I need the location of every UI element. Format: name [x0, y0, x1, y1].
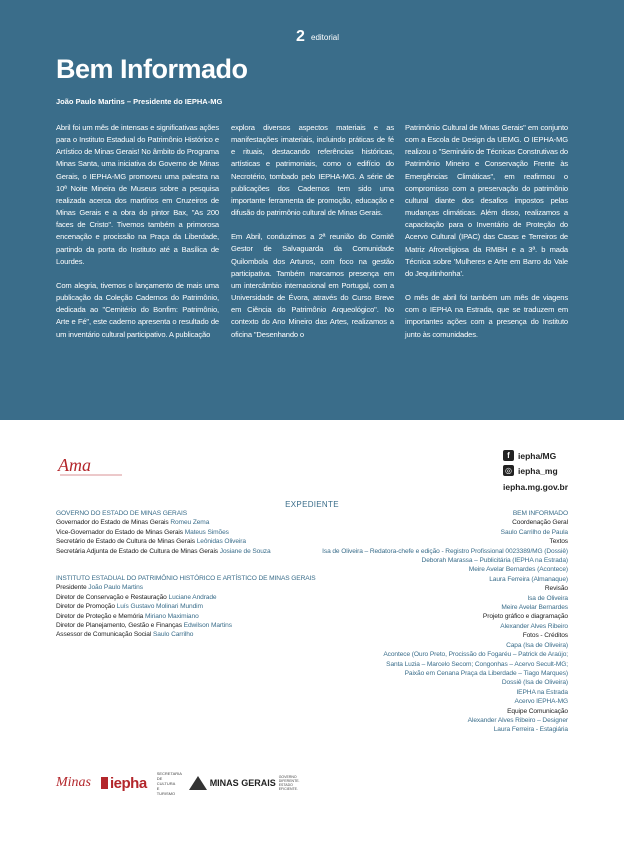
bem-informado-heading: BEM INFORMADO: [512, 510, 568, 517]
secretaria-logo: SECRETARIA DE CULTURA E TURISMO: [156, 770, 182, 796]
iepha-logo: iepha: [101, 775, 147, 792]
minas-gerais-logo: [189, 775, 305, 791]
credit-role: Secretário de Estado de Cultura de Minas Gerais: [56, 538, 195, 546]
paragraph: Em Abril, conduzimos a 2ª reunião do Comitê Gestor de Salvaguarda da Comunidade Quilombola dos Arturos, com foco na gestão participativa. Também marcamos presença em um intercâmbio internacional em Portugal, com a Universidade de Évora, através do Curso Breve em Ciência do Patrimônio Arqueológico". No contexto do Ano Mineiro das Artes, realizamos a oficina "Desenhando o: [231, 232, 394, 339]
text-column-1: [56, 122, 219, 353]
credit-line: Meire Avelar Bernardes: [501, 604, 568, 612]
website-link[interactable]: [503, 479, 573, 494]
credit-line: Equipe Comunicação: [507, 707, 568, 715]
editorial-section: [0, 0, 624, 420]
credit-role: Diretor de Promoção: [56, 603, 115, 611]
page-number: 2: [296, 28, 305, 45]
mg-logo-subtitle: GOVERNO DIFERENTE. ESTADO EFICIENTE.: [278, 775, 300, 791]
credit-line: Saulo Carrilho de Paula: [500, 528, 568, 536]
svg-text:Ama: Ama: [58, 455, 91, 475]
facebook-handle: iepha/MG: [518, 450, 557, 461]
credit-name: Miriano Maximiano: [145, 612, 199, 620]
credit-name: Edwilson Martins: [183, 622, 232, 630]
mg-logo-text: MINAS GERAIS: [209, 777, 276, 788]
credit-line: Paixão em Cenana Praça da Liberdade – Tiago Marques): [404, 669, 568, 677]
paragraph: Abril foi um mês de intensas e significativas ações para o Instituto Estadual do Patrimônio Histórico e Artístico de Minas Gerais! No âmbito do Programa Minas Santa, uma iniciativa do Governo de Minas Gerais, o IEPHA-MG promoveu uma palestra na 10ª Noite Mineira de Museus sobre a pesquisa realizada acerca dos martírios em Cruzeiros de Minas Gerais e a obra do pintor Bax, "As 200 faces de Cristo". Tivemos também a primorosa encenação e procissão na Praça da Liberdade, partindo da porta do Instituto até a Basílica de Lourdes.: [56, 123, 219, 266]
footer-logos: [56, 772, 305, 794]
credit-name: João Paulo Martins: [88, 584, 143, 592]
page-title: Bem Informado: [56, 54, 248, 84]
paragraph: explora diversos aspectos materiais e as manifestações imateriais, incluindo práticas de fé e rituais, destacando referências históricas, artísticas e patrimoniais, como o edifício do Necrotério, tombado pelo IEPHA-MG. A série de publicações dos Cadernos tem sido uma importante ferramenta de promoção, educação e difusão do patrimônio cultural de Minas Gerais.: [231, 123, 394, 218]
instituto-heading: INSTITUTO ESTADUAL DO PATRIMÔNIO HISTÓRICO E ARTÍSTICO DE MINAS GERAIS: [56, 575, 316, 583]
credit-line: Acervo IEPHA-MG: [514, 698, 568, 706]
credit-line: Projeto gráfico e diagramação: [482, 613, 568, 621]
mg-triangle-icon: [189, 776, 207, 790]
paragraph: Patrimônio Cultural de Minas Gerais" em conjunto com a Escola de Design da UEMG. O IEPHA-MG realizou o "Seminário de Técnicas Construtivas do Patrimônio Mineiro e Conservação Frente às Emergências Climáticas", em reafirmou o compromisso com a preservação do patrimônio cultural diante dos desafios impostos pelas mudanças climáticas. Além disso, realizamos a capacitação para o Inventário de Proteção do Acervo Cultural (IPAC) das Casas e Terreiros de Matriz Afroreligiosa da RMBH e a 3ª. b mada Técnica sobre 'Mulheres e Arte em Barro do Vale do Jequitinhonha'.: [405, 123, 568, 278]
credit-line: Alexander Alves Ribeiro – Designer: [467, 716, 568, 724]
credit-line: Coordenação Geral: [512, 519, 568, 527]
byline: João Paulo Martins – Presidente do IEPHA-MG: [56, 97, 223, 106]
credit-line: Isa de Oliveira: [527, 594, 568, 602]
credit-name: Luciane Andrade: [168, 593, 217, 601]
credits-right: [268, 509, 568, 735]
instagram-link[interactable]: [503, 463, 573, 478]
minas-logo: Minas: [56, 775, 91, 790]
credit-name: Saulo Carrilho: [152, 631, 194, 639]
credit-line: Isa de Oliveira – Redatora-chefe e edição - Registro Profissional 0023389/MG (Dossiê): [322, 547, 568, 555]
credit-line: Dossiê (Isa de Oliveira): [501, 679, 568, 687]
ama-logo: [56, 450, 126, 480]
credit-line: Santa Luzia – Marcelo Secom; Congonhas – Acervo Secult-MG;: [386, 660, 568, 668]
paragraph: Com alegria, tivemos o lançamento de mais uma publicação da Coleção Cadernos do Patrimônio, dedicada ao "Cemitério do Bonfim: Patrimônio, Arte e Fé", este caderno apresenta o resultado de um inventário cultural participativo. A publicação: [56, 280, 219, 339]
expediente-title: EXPEDIENTE: [285, 500, 339, 509]
credit-line: Fotos - Créditos: [522, 632, 568, 640]
credit-line: Meire Avelar Bernardes (Acontece): [468, 566, 568, 574]
credit-name: Josiane de Souza: [219, 547, 271, 555]
instagram-handle: iepha_mg: [518, 465, 558, 476]
social-links: [503, 448, 573, 494]
credit-line: Alexander Alves Ribeiro: [500, 622, 568, 630]
paragraph: O mês de abril foi também um mês de viagens com o IEPHA na Estrada, que se traduzem em importantes ações com a presença do Instituto junto às comunidades.: [405, 293, 568, 339]
credit-name: Romeu Zema: [170, 519, 210, 527]
credit-role: Governador do Estado de Minas Gerais: [56, 519, 169, 527]
credit-role: Diretor de Conservação e Restauração: [56, 593, 167, 601]
credit-name: Luís Gustavo Molinari Mundim: [116, 603, 203, 611]
section-label: editorial: [311, 33, 340, 42]
instagram-icon: ◎: [503, 465, 514, 476]
credit-line: IEPHA na Estrada: [516, 688, 568, 696]
facebook-link[interactable]: [503, 448, 573, 463]
credit-line: Laura Ferreira (Almanaque): [489, 575, 568, 583]
credit-line: Acontece (Ouro Preto, Procissão do Fogaréu – Patrick de Araújo;: [383, 651, 568, 659]
credit-role: Diretor de Proteção e Memória: [56, 612, 144, 620]
credit-line: Revisão: [544, 585, 568, 593]
credit-name: Leônidas Oliveira: [196, 538, 246, 546]
credit-role: Assessor de Comunicação Social: [56, 631, 152, 639]
credit-role: Vice-Governador do Estado de Minas Gerais: [56, 528, 183, 536]
credit-name: Mateus Simões: [184, 528, 229, 536]
governo-heading: GOVERNO DO ESTADO DE MINAS GERAIS: [56, 510, 188, 517]
credit-role: Diretor de Planejamento, Gestão e Finanças: [56, 622, 182, 630]
website-url: iepha.mg.gov.br: [503, 481, 569, 492]
credit-line: Textos: [549, 538, 568, 546]
credit-role: Secretária Adjunta de Estado de Cultura de Minas Gerais: [56, 547, 219, 555]
text-column-3: [405, 122, 568, 353]
credit-line: Capa (Isa de Oliveira): [506, 641, 568, 649]
credit-role: Presidente: [56, 584, 87, 592]
iepha-mark-icon: [101, 777, 108, 789]
facebook-icon: f: [503, 450, 514, 461]
ama-logo-graphic: [56, 450, 126, 480]
text-column-2: [231, 122, 394, 353]
credit-line: Laura Ferreira - Estagiária: [493, 726, 568, 734]
credit-line: Deborah Marassa – Publicitária (IEPHA na Estrada): [421, 557, 568, 565]
